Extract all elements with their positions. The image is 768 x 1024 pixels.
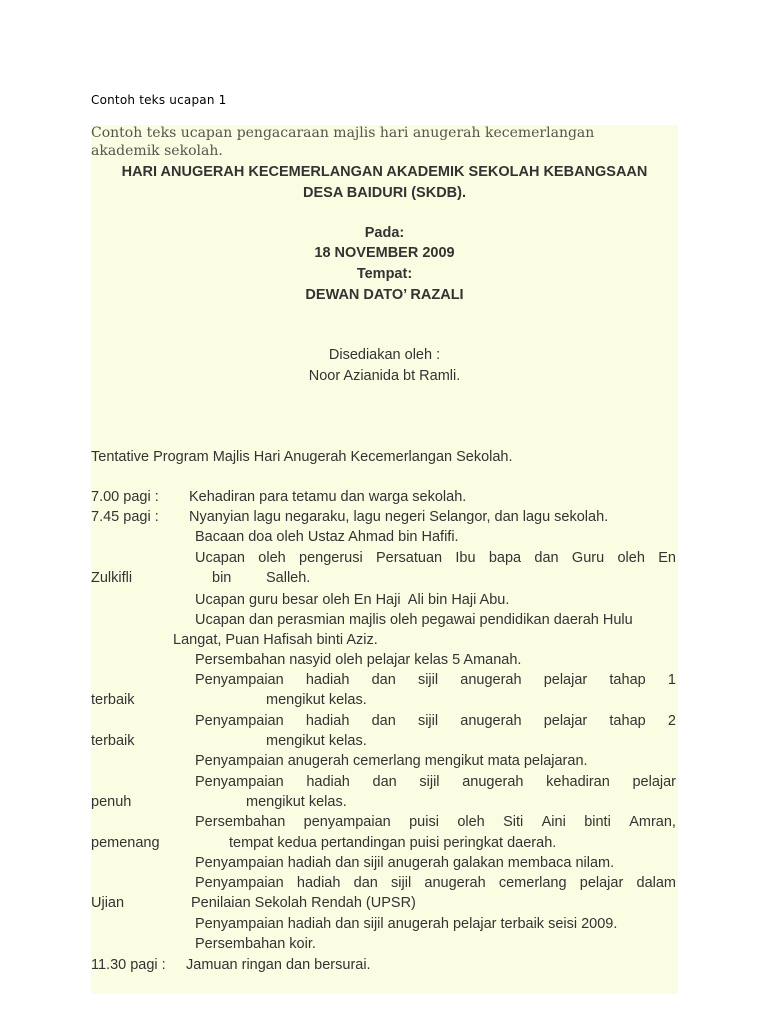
word: dalam bbox=[636, 875, 676, 891]
word: hadiah bbox=[296, 875, 341, 891]
word: sijil bbox=[419, 774, 440, 790]
program-item: Penyampaian anugerah cemerlang mengikut mata pelajaran. bbox=[195, 753, 588, 769]
program-item-wrap: Ujian bbox=[91, 895, 125, 911]
word: pelajar bbox=[632, 774, 676, 790]
program-item: Jamuan ringan dan bersurai. bbox=[186, 957, 371, 973]
document-header: Contoh teks ucapan 1 bbox=[91, 93, 227, 107]
word: dan bbox=[371, 713, 396, 729]
program-time: 7.00 pagi : bbox=[91, 489, 159, 505]
word: anugerah bbox=[424, 875, 486, 891]
event-venue: DEWAN DATO’ RAZALI bbox=[305, 287, 464, 303]
program-item-wrap: penuh bbox=[91, 794, 132, 810]
program-item-wrap: tempat kedua pertandingan puisi peringkat daerah. bbox=[229, 835, 557, 851]
word: tahap bbox=[609, 713, 646, 729]
program-item-justified bbox=[195, 711, 676, 731]
word: cemerlang bbox=[498, 875, 567, 891]
word: Ucapan bbox=[195, 550, 245, 566]
word: sijil bbox=[417, 713, 439, 729]
word: dan bbox=[534, 550, 559, 566]
intro-text: Contoh teks ucapan pengacaraan majlis hari anugerah kecemerlangan akademik sekolah. bbox=[91, 125, 595, 159]
tentative-heading: Tentative Program Majlis Hari Anugerah Kecemerlangan Sekolah. bbox=[91, 449, 513, 465]
word: Penyampaian bbox=[195, 672, 284, 688]
word: hadiah bbox=[305, 713, 350, 729]
word: 2 bbox=[667, 713, 676, 729]
word: Penyampaian bbox=[195, 875, 284, 891]
program-item: Bacaan doa oleh Ustaz Ahmad bin Hafifi. bbox=[195, 529, 459, 545]
word: Persatuan bbox=[375, 550, 443, 566]
program-item-wrap: mengikut kelas. bbox=[266, 692, 367, 708]
prepared-by-label: Disediakan oleh : bbox=[328, 347, 441, 363]
word: bapa bbox=[488, 550, 522, 566]
program-item: Ucapan guru besar oleh En Haji Ali bin Haji Abu. bbox=[195, 592, 510, 608]
word: En bbox=[658, 550, 676, 566]
word: Siti bbox=[503, 814, 524, 830]
word: hadiah bbox=[306, 774, 350, 790]
program-time: 7.45 pagi : bbox=[91, 509, 159, 525]
word: dan bbox=[372, 774, 397, 790]
word: pelajar bbox=[543, 672, 588, 688]
word: sijil bbox=[391, 875, 412, 891]
program-item: Persembahan koir. bbox=[195, 936, 316, 952]
word: pelajar bbox=[543, 713, 588, 729]
word: anugerah bbox=[462, 774, 524, 790]
word: oleh bbox=[617, 550, 645, 566]
program-item-justified bbox=[195, 812, 676, 832]
event-title-line-1: HARI ANUGERAH KECEMERLANGAN AKADEMIK SEKOLAH KEBANGSAAN bbox=[121, 164, 648, 180]
program-item-justified bbox=[195, 670, 676, 690]
program-item-wrap: mengikut kelas. bbox=[246, 794, 347, 810]
prepared-by-name: Noor Azianida bt Ramli. bbox=[308, 368, 461, 384]
word: oleh bbox=[258, 550, 286, 566]
program-item-wrap: bin bbox=[212, 570, 232, 586]
word: dan bbox=[353, 875, 378, 891]
word: 1 bbox=[667, 672, 676, 688]
program-item-justified bbox=[195, 548, 676, 568]
word: binti bbox=[584, 814, 611, 830]
program-item-wrap: pemenang bbox=[91, 835, 160, 851]
pada-label: Pada: bbox=[364, 225, 405, 241]
word: hadiah bbox=[305, 672, 350, 688]
tempat-label: Tempat: bbox=[356, 266, 413, 282]
word: sijil bbox=[417, 672, 439, 688]
event-title-line-2: DESA BAIDURI (SKDB). bbox=[303, 185, 466, 201]
word: oleh bbox=[457, 814, 485, 830]
program-time: 11.30 pagi : bbox=[91, 957, 166, 973]
program-item-justified bbox=[195, 873, 676, 893]
word: penyampaian bbox=[303, 814, 391, 830]
word: dan bbox=[371, 672, 396, 688]
word: Persembahan bbox=[195, 814, 286, 830]
word: Penyampaian bbox=[195, 774, 284, 790]
program-item-wrap: mengikut kelas. bbox=[266, 733, 367, 749]
program-item: Langat, Puan Hafisah binti Aziz. bbox=[173, 632, 378, 648]
word: pengerusi bbox=[299, 550, 363, 566]
program-item-wrap: terbaik bbox=[91, 692, 135, 708]
program-item-wrap: Salleh. bbox=[266, 570, 311, 586]
word: Penyampaian bbox=[195, 713, 284, 729]
program-item: Persembahan nasyid oleh pelajar kelas 5 Amanah. bbox=[195, 652, 522, 668]
program-item: Penyampaian hadiah dan sijil anugerah pelajar terbaik seisi 2009. bbox=[195, 916, 618, 932]
program-item-wrap: Zulkifli bbox=[91, 570, 133, 586]
word: anugerah bbox=[460, 672, 522, 688]
word: kehadiran bbox=[546, 774, 610, 790]
program-item: Kehadiran para tetamu dan warga sekolah. bbox=[189, 489, 467, 505]
program-item: Nyanyian lagu negaraku, lagu negeri Selangor, dan lagu sekolah. bbox=[189, 509, 609, 525]
program-item: Penyampaian hadiah dan sijil anugerah galakan membaca nilam. bbox=[195, 855, 615, 871]
program-item-wrap: Penilaian Sekolah Rendah (UPSR) bbox=[191, 895, 416, 911]
word: Guru bbox=[571, 550, 605, 566]
program-item: Ucapan dan perasmian majlis oleh pegawai pendidikan daerah Hulu bbox=[195, 612, 633, 628]
program-item-justified bbox=[195, 772, 676, 792]
event-date: 18 NOVEMBER 2009 bbox=[314, 245, 455, 261]
word: puisi bbox=[409, 814, 439, 830]
program-item-wrap: terbaik bbox=[91, 733, 135, 749]
word: tahap bbox=[609, 672, 646, 688]
word: anugerah bbox=[460, 713, 522, 729]
word: pelajar bbox=[579, 875, 624, 891]
word: Ibu bbox=[455, 550, 476, 566]
word: Amran, bbox=[629, 814, 676, 830]
word: Aini bbox=[541, 814, 566, 830]
